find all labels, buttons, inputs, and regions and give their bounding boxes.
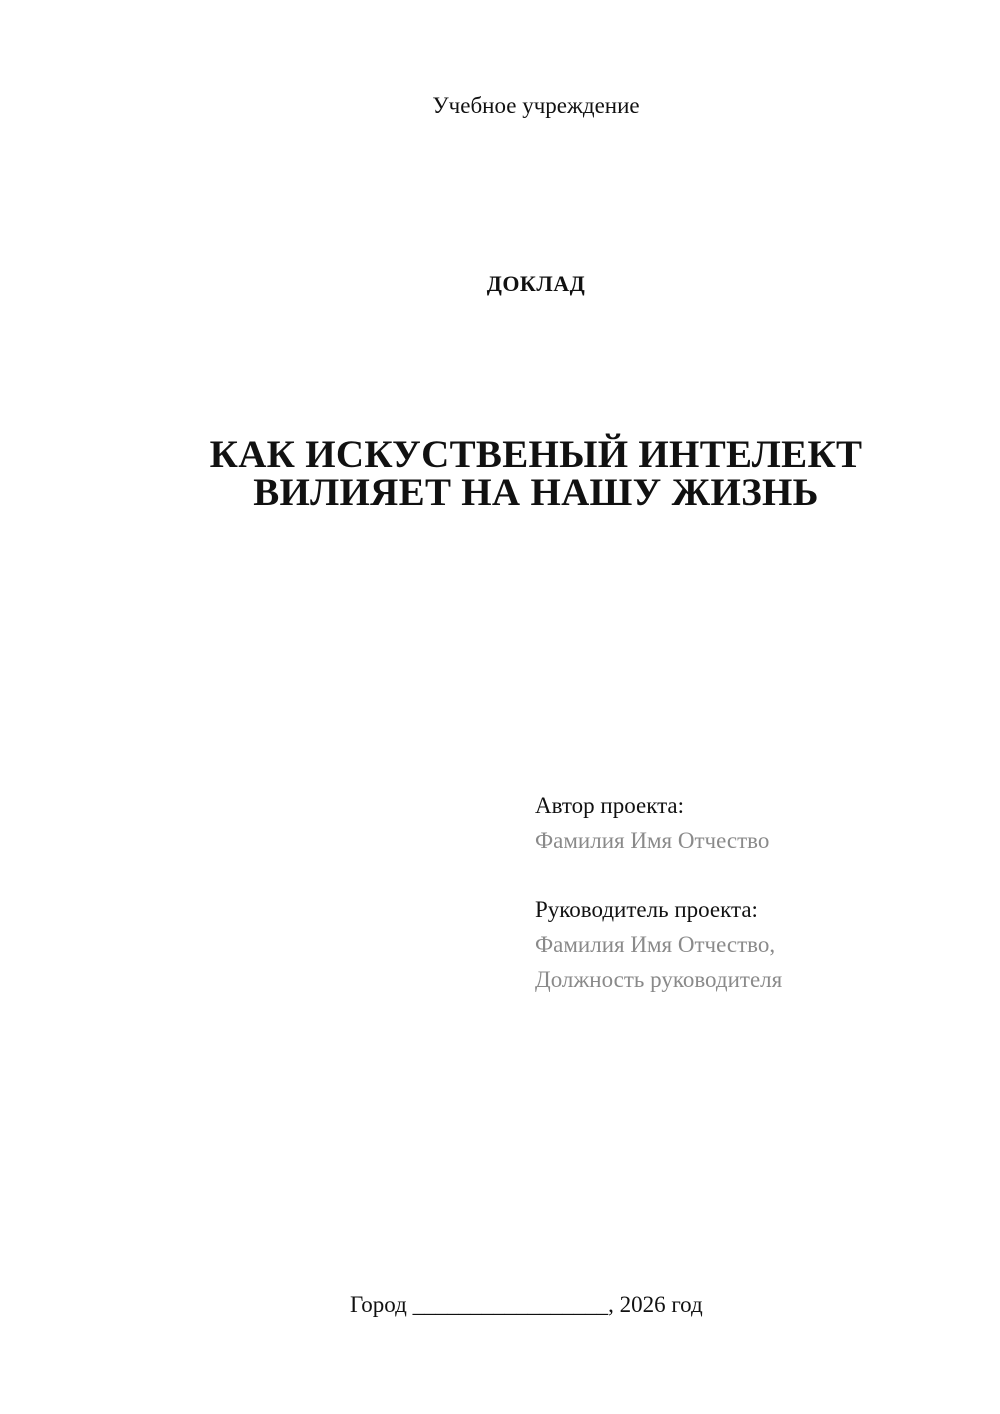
institution-name: Учебное учреждение bbox=[432, 93, 640, 118]
supervisor-label: Руководитель проекта: bbox=[535, 897, 758, 922]
credits-block bbox=[535, 788, 955, 997]
title-line-2: ВИЛИЯЕТ НА НАШУ ЖИЗНЬ bbox=[253, 471, 819, 514]
document-title bbox=[0, 433, 1000, 514]
title-line-1: КАК ИСКУСТВЕНЫЙ ИНТЕЛЕКТ bbox=[209, 433, 863, 476]
supervisor-position: Должность руководителя bbox=[535, 967, 783, 992]
city-year-line: Город _________________, 2026 год bbox=[350, 1292, 703, 1317]
author-name: Фамилия Имя Отчество bbox=[535, 828, 770, 853]
author-label: Автор проекта: bbox=[535, 793, 684, 818]
document-type: ДОКЛАД bbox=[486, 271, 586, 296]
supervisor-name: Фамилия Имя Отчество, bbox=[535, 932, 776, 957]
credits-spacer bbox=[535, 858, 955, 892]
